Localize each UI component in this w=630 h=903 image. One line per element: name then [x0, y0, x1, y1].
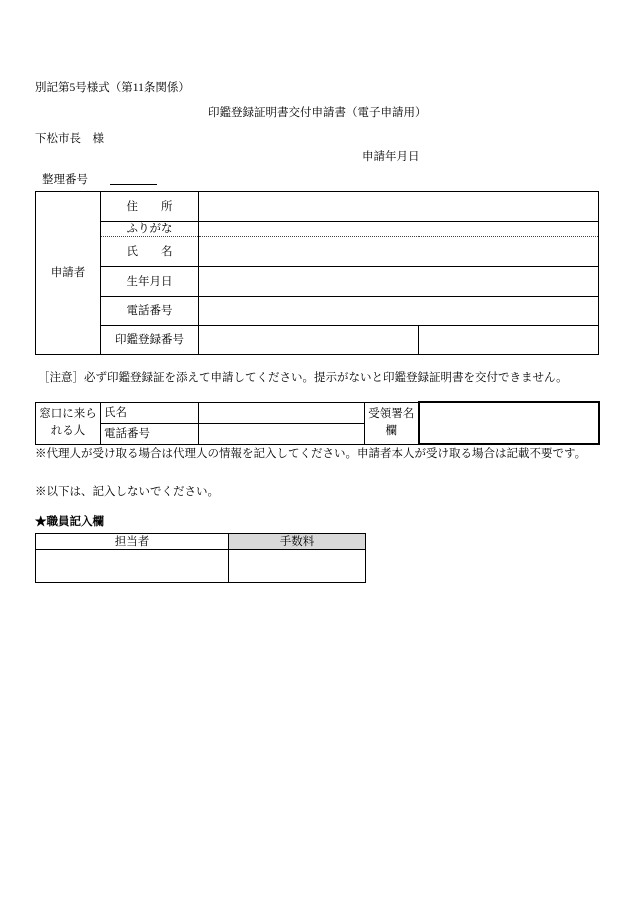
name-field[interactable] — [199, 237, 599, 267]
birthdate-label: 生年月日 — [101, 267, 199, 297]
fee-field[interactable] — [229, 550, 366, 583]
birthdate-field[interactable] — [199, 267, 599, 297]
phone-label: 電話番号 — [101, 297, 199, 326]
recipient-name-label: 氏名 — [101, 402, 199, 423]
staff-in-charge-field[interactable] — [36, 550, 229, 583]
furigana-label: ふりがな — [101, 222, 199, 237]
applicant-section-label: 申請者 — [36, 192, 101, 355]
staff-table — [35, 533, 366, 583]
notice-text: ［注意］必ず印鑑登録証を添えて申請してください。提示がないと印鑑登録証明書を交付できません。 — [38, 372, 568, 384]
staff-section-title: ★職員記入欄 — [35, 516, 104, 528]
phone-field[interactable] — [199, 297, 599, 326]
signature-label — [365, 402, 419, 444]
reference-number-field[interactable] — [110, 184, 157, 185]
proxy-note: ※代理人が受け取る場合は代理人の情報を記入してください。申請者本人が受け取る場合は記載不要です。 — [35, 448, 587, 460]
recipient-section-label-line-1: 窓口に来ら — [39, 408, 97, 420]
addressee: 下松市長 様 — [35, 133, 104, 145]
signature-label-line-2: 欄 — [385, 425, 397, 437]
staff-in-charge-header: 担当者 — [36, 534, 229, 550]
applicant-table — [35, 191, 599, 355]
recipient-phone-label: 電話番号 — [101, 423, 199, 444]
recipient-table — [35, 401, 600, 445]
do-not-fill-note: ※以下は、記入しないでください。 — [35, 486, 219, 498]
fee-header: 手数料 — [229, 534, 366, 550]
recipient-section-label-line-2: れる人 — [50, 425, 86, 437]
signature-box[interactable] — [419, 402, 599, 444]
seal-registration-number-field[interactable] — [199, 326, 419, 355]
seal-registration-extra-field[interactable] — [419, 326, 599, 355]
seal-registration-number-label: 印鑑登録番号 — [101, 326, 199, 355]
address-field[interactable] — [199, 192, 599, 222]
recipient-phone-field[interactable] — [199, 423, 365, 444]
document-title: 印鑑登録証明書交付申請書（電子申請用） — [208, 107, 427, 119]
address-label: 住 所 — [101, 192, 199, 222]
application-date-label: 申請年月日 — [362, 151, 420, 163]
recipient-section-label — [36, 402, 101, 444]
recipient-name-field[interactable] — [199, 402, 365, 423]
form-reference: 別記第5号様式（第11条関係） — [35, 82, 190, 94]
reference-number-label: 整理番号 — [42, 174, 88, 186]
signature-label-line-1: 受領署名 — [368, 408, 415, 420]
furigana-field[interactable] — [199, 222, 599, 237]
name-label: 氏 名 — [101, 237, 199, 267]
